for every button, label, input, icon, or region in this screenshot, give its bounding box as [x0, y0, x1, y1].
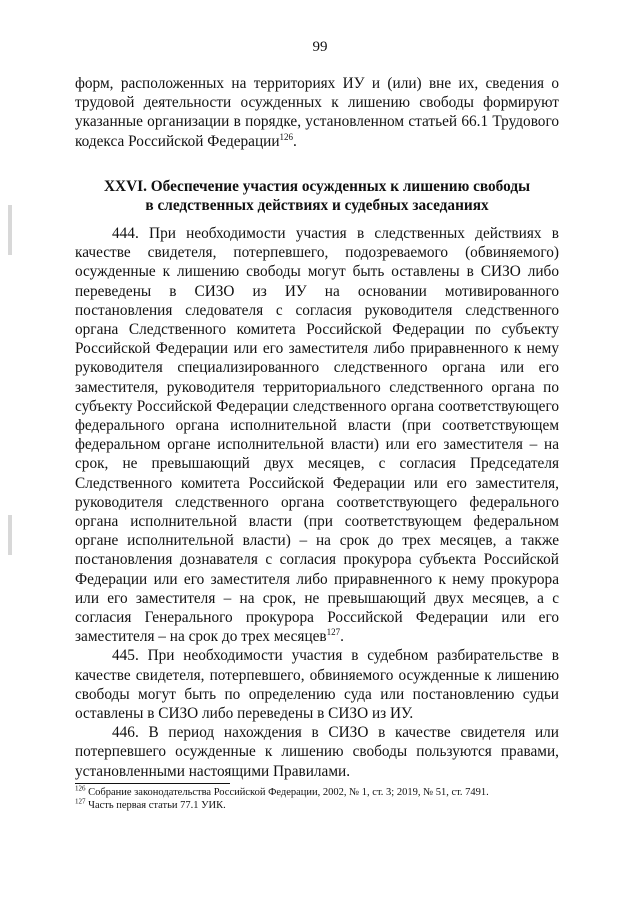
section-title-line2: в следственных действиях и судебных заседаниях — [145, 197, 489, 214]
footnote-ref-127: 127 — [326, 627, 341, 638]
footnote-127-number: 127 — [75, 797, 86, 806]
intro-paragraph: форм, расположенных на территориях ИУ и (или) вне их, сведения о трудовой деятельности осужденных к лишению свободы формируют указанные организации в порядке, установленном статьей 66.1 Трудового кодекса Российской Федерации$^{126}$. — [75, 75, 559, 150]
section-heading — [75, 177, 559, 215]
footnote-127 — [75, 799, 559, 812]
paragraph-445 — [75, 646, 559, 723]
section-body — [75, 224, 559, 781]
paragraph-444: 444. При необходимости участия в следственных действиях в качестве свидетеля, потерпевшего, подозреваемого (обвиняемого) осужденные к лишению свободы могут быть оставлены в СИЗО либо переведены в СИЗО из ИУ на основании мотивированного постановления следователя с согласия руководителя следственного органа Следственного комитета Российской Федерации по субъекту Российской Федерации или его заместителя либо приравненного к нему руководителя специализированного следственного органа или его заместителя, руководителя территориального следственного органа по субъекту Российской Федерации следственного органа соответствующего федерального органа исполнительной власти (при соответствующем федеральном органе исполнительной власти) или его заместителя – на срок, не превышающий двух месяцев, с согласия Председателя Следственного комитета Российской Федерации или его заместителя, руководителя следственного органа соответствующего федерального органа исполнительной власти (при соответствующем федеральном органе исполнительной власти) – на срок до трех месяцев, а также постановления дознавателя с согласия прокурора субъекта Российской Федерации или его заместителя либо приравненного к нему прокурора или его заместителя – на срок, не превышающий двух месяцев, а с согласия Генерального прокурора Российской Федерации или его заместителя – на срок до трех месяцев$^{127}$. — [75, 225, 559, 646]
footnote-126-number: 126 — [75, 784, 86, 793]
footnote-127-text: Часть первая статьи 77.1 УИК. — [88, 800, 226, 811]
paragraph-444-text: 444. При необходимости участия в следственных действиях в качестве свидетеля, потерпевшего, подозреваемого (обвиняемого) осужденные к лишению свободы могут быть оставлены в СИЗО либо переведены в СИЗО из ИУ на основании мотивированного постановления следователя с согласия руководителя следственного органа Следственного комитета Российской Федерации по субъекту Российской Федерации или его заместителя либо приравненного к нему руководителя специализированного следственного органа или его заместителя, руководителя территориального следственного органа по субъекту Российской Федерации следственного органа соответствующего федерального органа исполнительной власти (при соответствующем федеральном органе исполнительной власти) или его заместителя – на срок, не превышающий двух месяцев, с согласия Председателя Следственного комитета Российской Федерации или его заместителя, руководителя следственного органа соответствующего федерального органа исполнительной власти (при соответствующем федеральном органе исполнительной власти) – на срок до трех месяцев, а также постановления дознавателя с согласия прокурора субъекта Российской Федерации или его заместителя либо приравненного к нему прокурора или его заместителя – на срок, не превышающий двух месяцев, а с согласия Генерального прокурора Российской Федерации или его заместителя – на срок до трех месяцев — [75, 225, 559, 646]
margin-scan-mark — [8, 515, 12, 555]
intro-text: форм, расположенных на территориях ИУ и (или) вне их, сведения о трудовой деятельности осужденных к лишению свободы формируют указанные организации в порядке, установленном статьей 66.1 Трудового кодекса Российской Федерации — [75, 75, 559, 150]
page-number: 99 — [312, 39, 328, 55]
paragraph-445-text: 445. При необходимости участия в судебном разбирательстве в качестве свидетеля, потерпевшего, обвиняемого осужденные к лишению свободы могут быть по определению суда или постановлению судьи оставлены в СИЗО либо переведены в СИЗО из ИУ. — [75, 647, 559, 723]
section-title-line1: XXVI. Обеспечение участия осужденных к лишению свободы — [103, 178, 531, 195]
footnotes — [75, 786, 559, 812]
footnote-ref-126: 126 — [279, 131, 294, 142]
footnote-126 — [75, 786, 559, 799]
footnote-126-text: Собрание законодательства Российской Федерации, 2002, № 1, ст. 3; 2019, № 51, ст. 7491. — [88, 787, 489, 798]
footnote-separator — [75, 783, 230, 784]
paragraph-446 — [75, 723, 559, 781]
paragraph-446-text: 446. В период нахождения в СИЗО в качестве свидетеля или потерпевшего осужденные к лишению свободы пользуются правами, установленными настоящими Правилами. — [75, 724, 559, 780]
margin-scan-mark — [8, 205, 12, 255]
